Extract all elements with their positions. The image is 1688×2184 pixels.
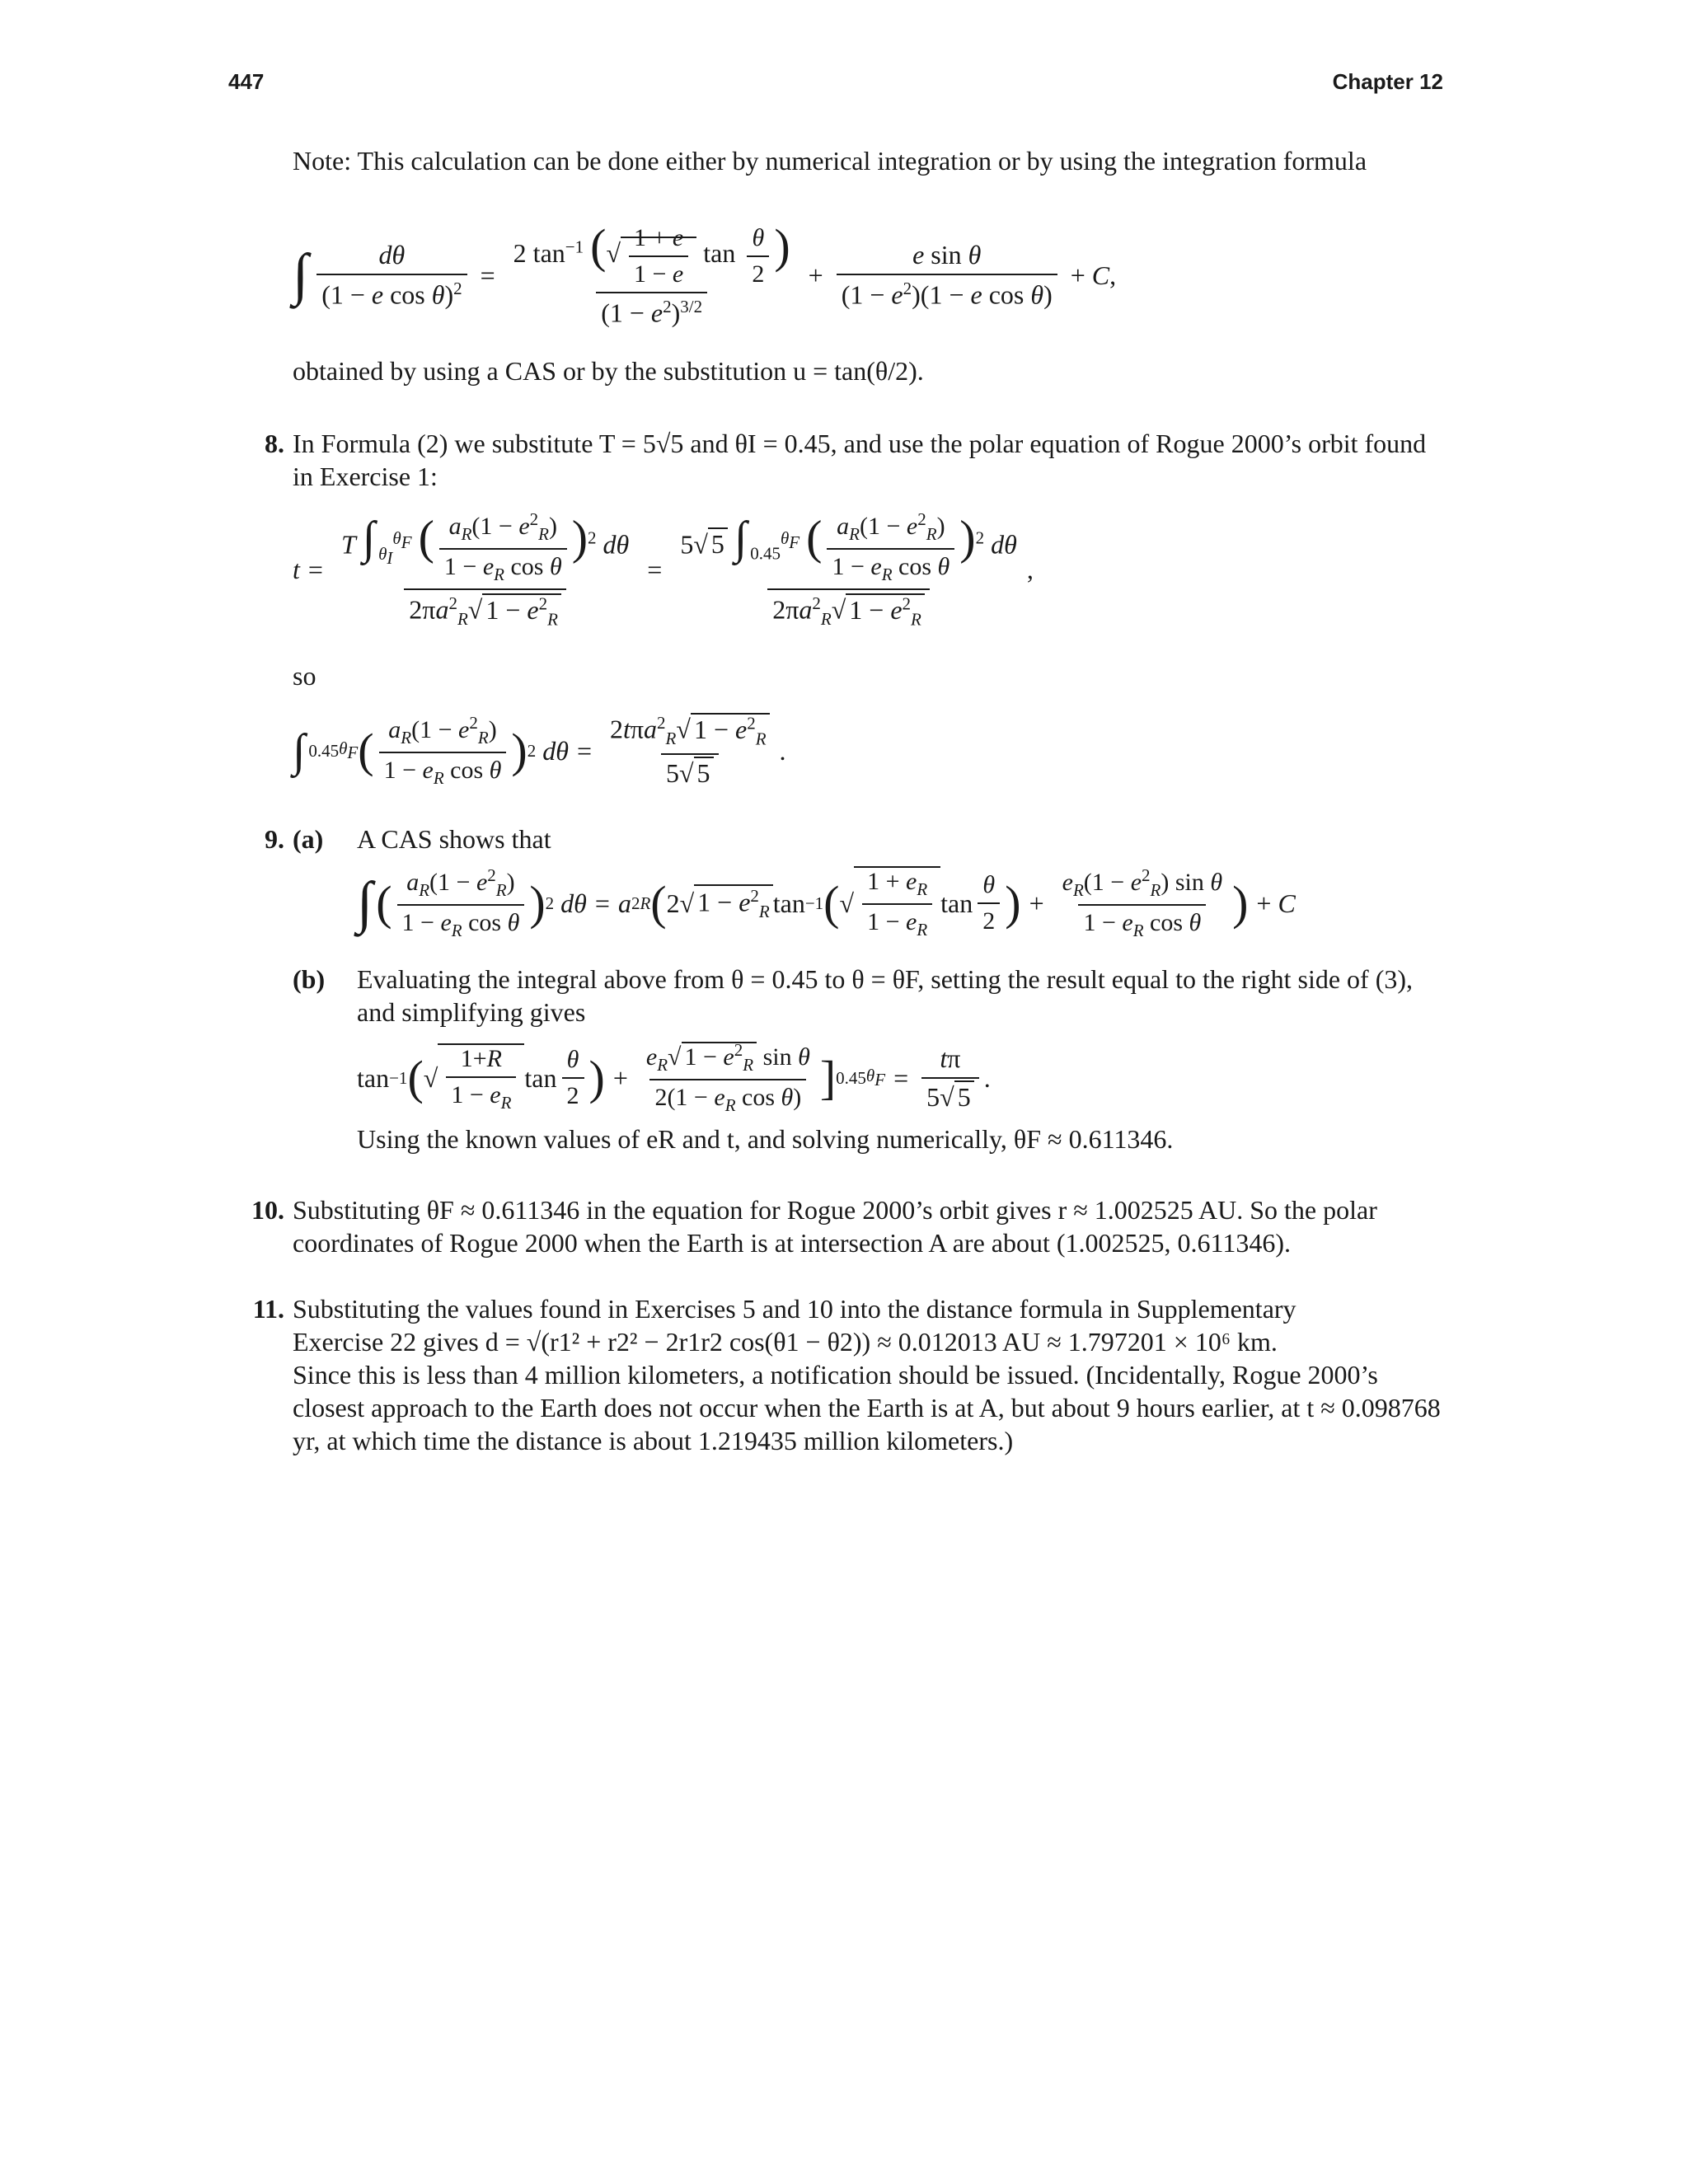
- exercise-8-so: so: [293, 661, 316, 691]
- exercise-11-rest: Since this is less than 4 million kilometers, a notification should be issued. (Incidentally, Rogue 2000’s closest approach to the Earth does not occur when the Earth is at A, but about 9 hours earlier, at t ≈ 0.098768 yr, at which time the distance is about 1.219435 million kilometers.): [293, 1360, 1441, 1455]
- exercise-10-text: Substituting θF ≈ 0.611346 in the equation for Rogue 2000’s orbit gives r ≈ 1.002525 AU. So the polar coordinates of Rogue 2000 when the Earth is at intersection A are about (1.002525, 0.611346).: [293, 1195, 1377, 1258]
- exercise-8-text: In Formula (2) we substitute T = 5√5 and θI = 0.45, and use the polar equation of Rogue 2000’s orbit found in Exercise 1:: [293, 429, 1427, 491]
- exercise-9b-text: Evaluating the integral above from θ = 0.45 to θ = θF, setting the result equal to the right side of (3), and simplifying gives: [357, 964, 1414, 1027]
- exercise-9b-label: (b): [293, 964, 326, 994]
- page-number: 447: [228, 69, 265, 94]
- exercise-8-number: 8.: [265, 429, 284, 458]
- exercise-9a-equation: ∫ ( $\frac{a_R(1 - e^2_R)}{1 - e_R \cos \theta}$ ) 2 dθ = a 2 R ( 2√ $1 - e^2_R$ tan −1 ( √ $\frac{1 + e_R}{1 - e_R}$ tan $\frac{\theta}{2}$ ) + $\frac{e_R(1 - e^2_R) \sin \theta}{1 - e_R \cos \theta}$ ) + C: [357, 865, 1296, 940]
- exercise-8-time-equation: t = T ∫ $_{\theta_I}^{\theta_F}$ ( $\frac{a_R(1 - e^2_R)}{1 - e_R \cos \theta}$ )$^2$ dθ $2\pi a^2_R√$ $1 - e^2_R$ = 5√ 5 ∫ $_{0.45}^{\theta_F}$ ( $\frac{a_R(1 - e^2_R)}{1 - e_R \cos \theta}$ )$^2$ dθ $2\pi a^2_R√$ $1 - e^2_R$ ,: [293, 509, 1034, 630]
- exercise-10-number: 10.: [251, 1195, 284, 1225]
- note-paragraph: Note: This calculation can be done either by numerical integration or by using the integration formula: [293, 146, 1367, 176]
- note-after: obtained by using a CAS or by the substitution u = tan(θ/2).: [293, 356, 924, 386]
- exercise-9b-after: Using the known values of eR and t, and solving numerically, θF ≈ 0.611346.: [357, 1124, 1174, 1154]
- exercise-11-line-2: Exercise 22 gives d = √(r1² + r2² − 2r1r2 cos(θ1 − θ2)) ≈ 0.012013 AU ≈ 1.797201 × 10⁶ km.: [293, 1327, 1278, 1357]
- exercise-9b-equation: tan −1 ( √ $\frac{1+R}{1 - e_R}$ tan $\frac{\theta}{2}$ ) + $\frac{e_R√ 1 - e^2_R \sin \theta}{2(1 - e_R \cos \theta)}$ ] 0.45 $\theta_F$ = $\frac{t\pi}{5√ 5}$ .: [357, 1040, 991, 1115]
- integration-formula: ∫ $\frac{d\theta}{(1 - e \cos \theta)^2}$ = 2 $\tan^{-1}$ (√ $\frac{1 + e}{1 - e}$ tan $\frac{\theta}{2}$ ) $(1 - e^2)^{3/2}$ + $\frac{\text{e sin θ}}{(1 - e^2)(1 - e \cos \theta)}$ + C,: [293, 219, 1117, 328]
- exercise-11-number: 11.: [252, 1294, 284, 1324]
- exercise-11-line-1: Substituting the values found in Exercises 5 and 10 into the distance formula in Supplementary: [293, 1294, 1296, 1324]
- chapter-title: Chapter 12: [1332, 69, 1443, 94]
- exercise-9-number: 9.: [265, 824, 284, 854]
- exercise-9a-label: (a): [293, 824, 324, 854]
- exercise-9a-text: A CAS shows that: [357, 824, 551, 854]
- exercise-8-integral-equation: ∫ 0.45 $\theta_F$ ( $\frac{a_R(1 - e^2_R)}{1 - e_R \cos \theta}$ ) 2 dθ = $\frac{2t\pi a^2_R√ 1 - e^2_R}{5√ 5}$ .: [293, 713, 786, 788]
